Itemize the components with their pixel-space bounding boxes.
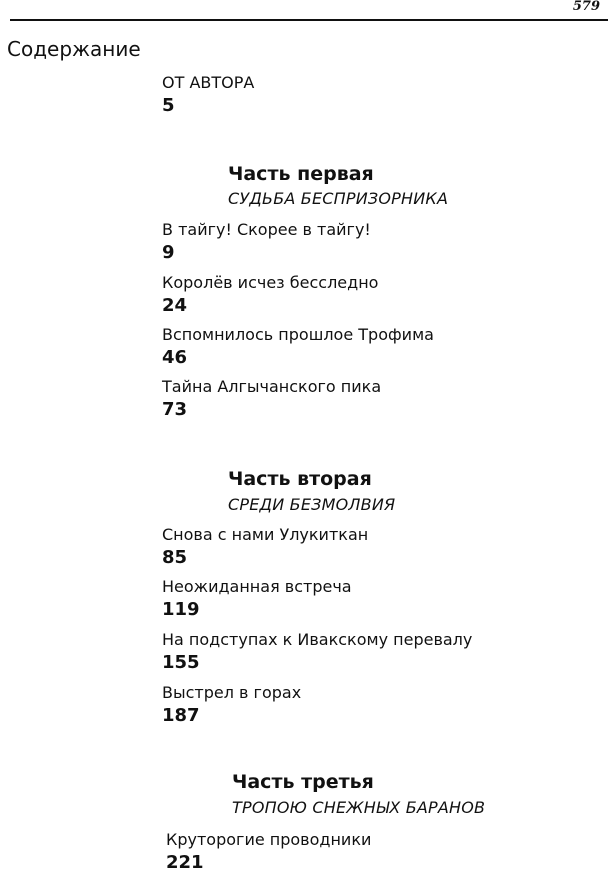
toc-entry-page: 155 bbox=[162, 652, 200, 673]
toc-entry-title[interactable]: Королёв исчез бесследно bbox=[162, 273, 379, 292]
header-rule bbox=[10, 19, 608, 21]
part-3-title[interactable]: Часть третья bbox=[232, 771, 374, 793]
part-2-title[interactable]: Часть вторая bbox=[228, 468, 372, 490]
toc-entry-title[interactable]: В тайгу! Скорее в тайгу! bbox=[162, 220, 371, 239]
toc-entry-page: 9 bbox=[162, 242, 175, 263]
toc-entry-title[interactable]: Вспомнилось прошлое Трофима bbox=[162, 325, 434, 344]
toc-entry-title[interactable]: Тайна Алгычанского пика bbox=[162, 377, 382, 396]
toc-title: Содержание bbox=[7, 37, 141, 61]
toc-entry-title[interactable]: Неожиданная встреча bbox=[162, 577, 352, 596]
part-1-subtitle: СУДЬБА БЕСПРИЗОРНИКА bbox=[228, 189, 449, 208]
part-3-subtitle: ТРОПОЮ СНЕЖНЫХ БАРАНОВ bbox=[232, 798, 486, 817]
toc-entry-page: 73 bbox=[162, 399, 188, 420]
toc-entry-title[interactable]: На подступах к Ивакскому перевалу bbox=[162, 630, 473, 649]
page-number: 579 bbox=[572, 0, 600, 14]
part-2-subtitle: СРЕДИ БЕЗМОЛВИЯ bbox=[228, 495, 396, 514]
part-1-title[interactable]: Часть первая bbox=[228, 163, 374, 185]
toc-entry-title[interactable]: Круторогие проводники bbox=[166, 830, 372, 849]
toc-entry-title[interactable]: Снова с нами Улукиткан bbox=[162, 525, 369, 544]
toc-entry-page: 24 bbox=[162, 295, 188, 316]
toc-entry-page: 46 bbox=[162, 347, 188, 368]
toc-entry-page: 119 bbox=[162, 599, 200, 620]
toc-entry-intro-title[interactable]: ОТ АВТОРА bbox=[162, 73, 255, 92]
toc-entry-page: 221 bbox=[166, 852, 204, 873]
toc-entry-intro-page: 5 bbox=[162, 95, 175, 116]
toc-entry-page: 85 bbox=[162, 547, 188, 568]
toc-entry-page: 187 bbox=[162, 705, 200, 726]
toc-entry-title[interactable]: Выстрел в горах bbox=[162, 683, 302, 702]
